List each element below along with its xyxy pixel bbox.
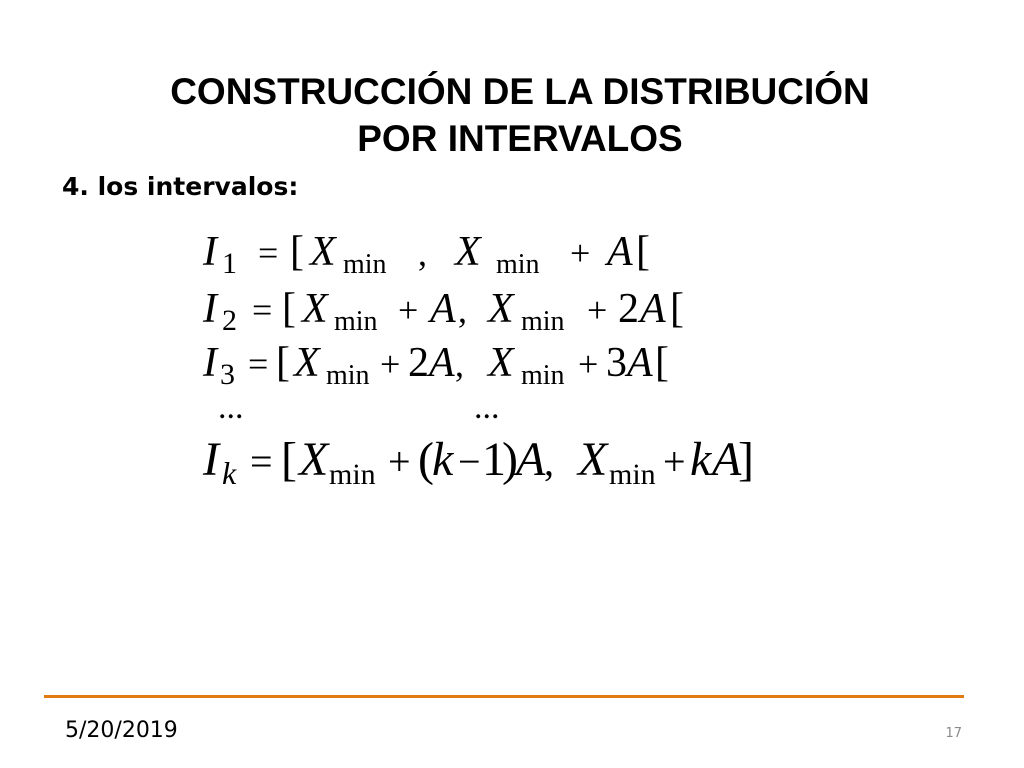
ellipsis-right: ... — [474, 389, 500, 426]
i3-plus2: + — [578, 344, 599, 384]
i3-plus1: + — [380, 344, 401, 384]
i1-x1: X — [310, 229, 336, 275]
i2-comma: , — [458, 290, 467, 330]
i2-sub: 2 — [222, 304, 237, 337]
ik-sub: k — [222, 455, 237, 491]
i3-a1: A — [429, 340, 455, 386]
footer-date: 5/20/2019 — [65, 718, 178, 743]
i2-plus1: + — [398, 290, 419, 330]
i1-min1: min — [343, 249, 387, 280]
ik-min1: min — [329, 458, 376, 491]
i1-rbracket: [ — [636, 229, 650, 275]
i3-coef2: 3 — [606, 340, 627, 386]
i3-x1: X — [294, 340, 320, 386]
footer-divider — [44, 695, 964, 698]
ik-k2: k — [690, 433, 712, 486]
i2-coef: 2 — [618, 286, 639, 332]
i3-coef1: 2 — [408, 340, 429, 386]
ik-x2: X — [578, 433, 608, 486]
ik-x1: X — [299, 433, 329, 486]
ik-a1: A — [516, 433, 546, 486]
title-line-2: POR INTERVALOS — [357, 118, 683, 159]
formula-i1 — [202, 229, 650, 280]
i2-a2: A — [640, 286, 666, 332]
ik-plus1: + — [388, 439, 411, 484]
i3-lbracket: [ — [276, 340, 290, 386]
i2-x1: X — [302, 286, 328, 332]
i3-a2: A — [627, 340, 653, 386]
i3-sub: 3 — [220, 358, 235, 391]
ik-rparen: ) — [502, 433, 518, 486]
i3-comma: , — [455, 344, 464, 384]
ik-plus2: + — [663, 439, 686, 484]
i1-sub: 1 — [222, 247, 237, 280]
title-line-1: CONSTRUCCIÓN DE LA DISTRIBUCIÓN — [170, 71, 870, 112]
ellipsis-left: ... — [218, 389, 244, 426]
ik-I: I — [203, 433, 219, 486]
i3-min2: min — [521, 360, 565, 391]
i2-eq: = — [252, 290, 273, 330]
i2-rbracket: [ — [670, 286, 684, 332]
subtitle: 4. los intervalos: — [62, 172, 299, 201]
i2-x2: X — [488, 286, 514, 332]
ik-eq: = — [250, 439, 273, 484]
i2-I: I — [203, 286, 217, 332]
ik-a2: A — [712, 433, 742, 486]
i3-x2: X — [488, 340, 514, 386]
i1-plus: + — [570, 233, 591, 273]
ik-lbracket: [ — [281, 433, 297, 486]
formula-i2 — [202, 286, 684, 337]
i2-plus2: + — [587, 290, 608, 330]
i3-min1: min — [326, 360, 370, 391]
i2-lbracket: [ — [282, 286, 296, 332]
ik-rbracket: ] — [738, 433, 754, 486]
formula-ik — [202, 433, 754, 491]
i2-min1: min — [334, 306, 378, 337]
ik-lparen: ( — [418, 433, 434, 486]
ik-k1: k — [432, 433, 454, 486]
i1-x2: X — [455, 229, 481, 275]
i2-a1: A — [430, 286, 456, 332]
i3-I: I — [203, 340, 217, 386]
i1-comma: , — [418, 233, 427, 273]
page-number: 17 — [945, 726, 962, 741]
i3-rbracket: [ — [655, 340, 669, 386]
i1-a: A — [607, 229, 633, 275]
i1-lbracket: [ — [290, 229, 304, 275]
formula-ellipsis — [218, 389, 500, 426]
ik-one: 1 — [482, 433, 506, 486]
i1-min2: min — [496, 249, 540, 280]
i3-eq: = — [248, 344, 269, 384]
ik-minus: − — [458, 439, 481, 484]
i1-I: I — [203, 229, 217, 275]
i2-min2: min — [521, 306, 565, 337]
i1-eq: = — [258, 233, 279, 273]
ik-min2: min — [609, 458, 656, 491]
ik-comma: , — [544, 439, 554, 484]
formula-i3 — [202, 340, 669, 391]
